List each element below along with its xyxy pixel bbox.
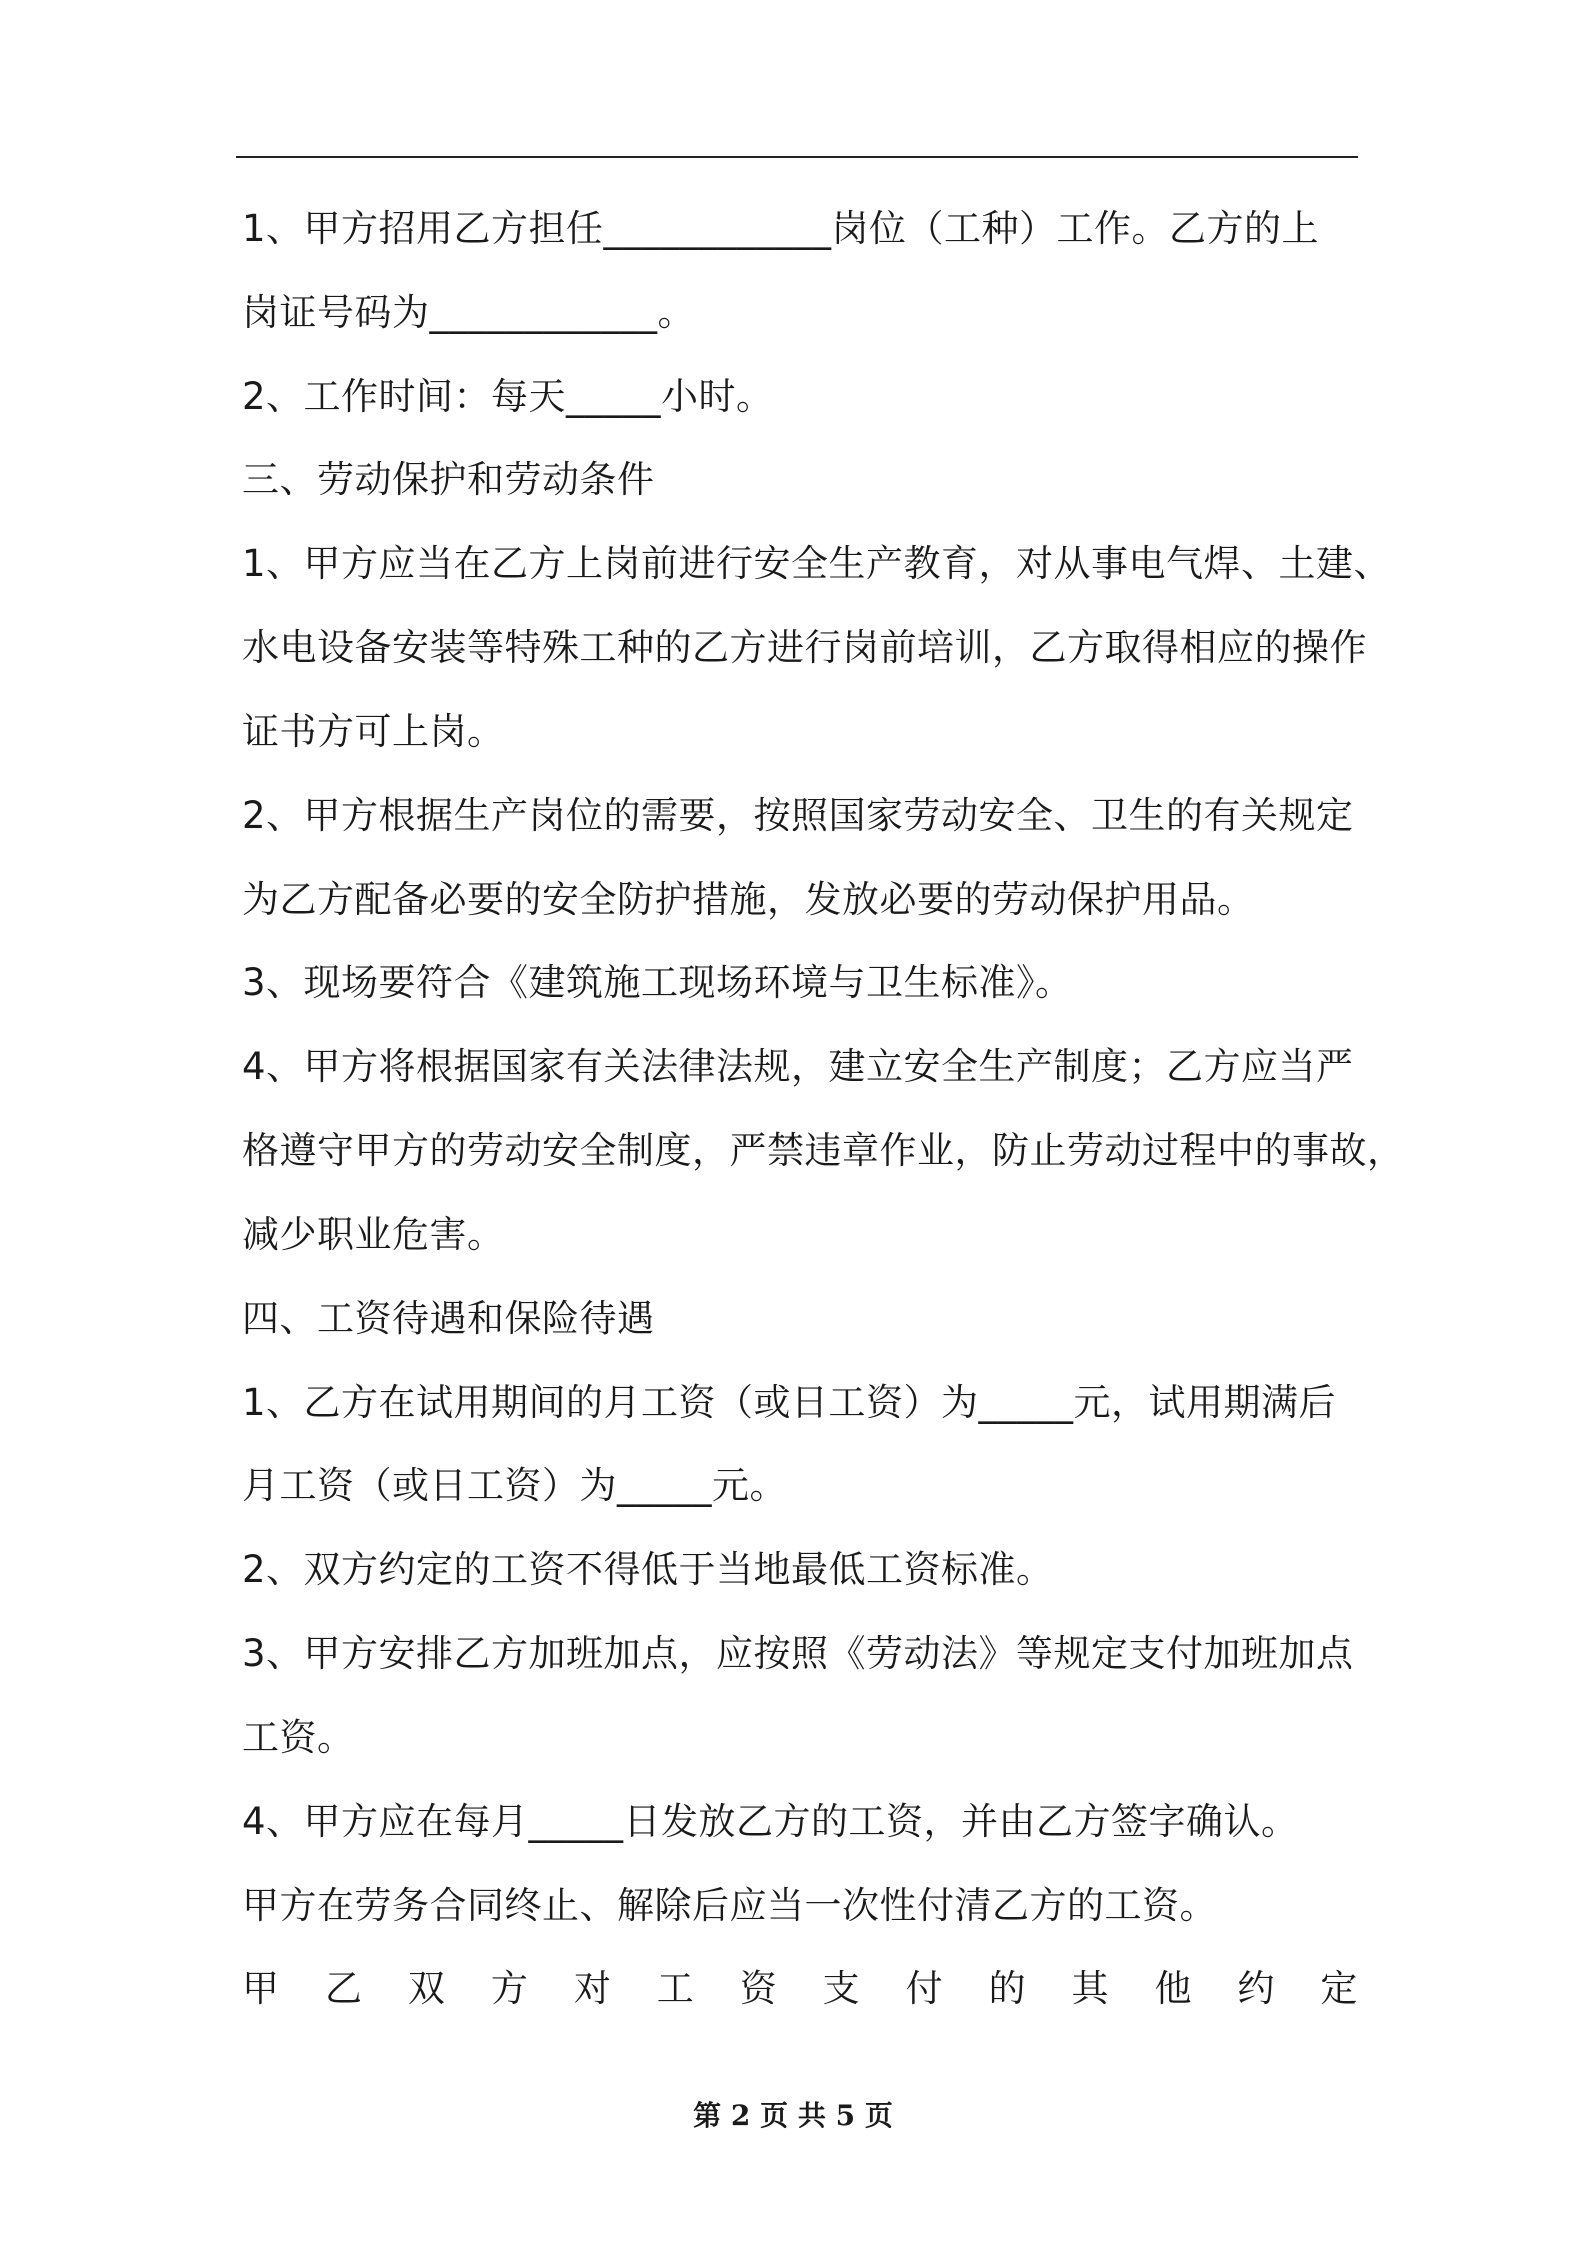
text-line: 4、甲方将根据国家有关法律法规，建立安全生产制度；乙方应当严 [242, 1045, 1354, 1088]
spread-char: 约 [1237, 1967, 1275, 2010]
section-heading: 三、劳动保护和劳动条件 [242, 458, 655, 501]
page-number: 第 2 页 共 5 页 [693, 2099, 893, 2132]
text-line: 1、甲方应当在乙方上岗前进行安全生产教育，对从事电气焊、土建、 [242, 542, 1392, 585]
text-line: 证书方可上岗。 [242, 710, 505, 753]
text-line: 月工资（或日工资）为_____元。 [242, 1464, 787, 1507]
spread-char: 双 [407, 1967, 446, 2010]
text-line: 2、甲方根据生产岗位的需要，按照国家劳动安全、卫生的有关规定 [242, 794, 1354, 837]
spread-char: 甲 [242, 1967, 280, 2010]
spread-char: 其 [1071, 1967, 1110, 2010]
text-line: 4、甲方应在每月_____日发放乙方的工资，并由乙方签字确认。 [242, 1800, 1299, 1843]
spread-char: 对 [573, 1967, 612, 2010]
text-line: 工资。 [242, 1716, 355, 1759]
text-line: 3、现场要符合《建筑施工现场环境与卫生标准》。 [242, 961, 1073, 1004]
text-line: 甲方在劳务合同终止、解除后应当一次性付清乙方的工资。 [242, 1884, 1217, 1927]
spread-char: 资 [739, 1967, 778, 2010]
spread-text-line [242, 1967, 1358, 2011]
text-line: 2、双方约定的工资不得低于当地最低工资标准。 [242, 1548, 1054, 1591]
header-rule [236, 156, 1358, 158]
text-line: 3、甲方安排乙方加班加点，应按照《劳动法》等规定支付加班加点 [242, 1632, 1354, 1675]
text-line: 为乙方配备必要的安全防护措施，发放必要的劳动保护用品。 [242, 878, 1255, 921]
spread-char: 乙 [324, 1967, 363, 2010]
text-line: 格遵守甲方的劳动安全制度，严禁违章作业，防止劳动过程中的事故， [242, 1129, 1405, 1172]
spread-char: 工 [656, 1967, 695, 2010]
text-line: 1、乙方在试用期间的月工资（或日工资）为_____元，试用期满后 [242, 1381, 1337, 1424]
text-line: 2、工作时间：每天_____小时。 [242, 375, 774, 418]
spread-char: 支 [822, 1967, 861, 2010]
text-line: 岗证号码为____________。 [242, 291, 695, 334]
text-line: 1、甲方招用乙方担任____________岗位（工种）工作。乙方的上 [242, 207, 1320, 250]
spread-char: 方 [490, 1967, 529, 2010]
spread-char: 定 [1320, 1967, 1358, 2010]
spread-char: 付 [905, 1967, 944, 2010]
spread-char: 的 [988, 1967, 1027, 2010]
spread-char: 他 [1154, 1967, 1192, 2010]
text-line: 减少职业危害。 [242, 1213, 505, 1256]
text-line: 水电设备安装等特殊工种的乙方进行岗前培训，乙方取得相应的操作 [242, 626, 1367, 669]
section-heading: 四、工资待遇和保险待遇 [242, 1297, 655, 1340]
